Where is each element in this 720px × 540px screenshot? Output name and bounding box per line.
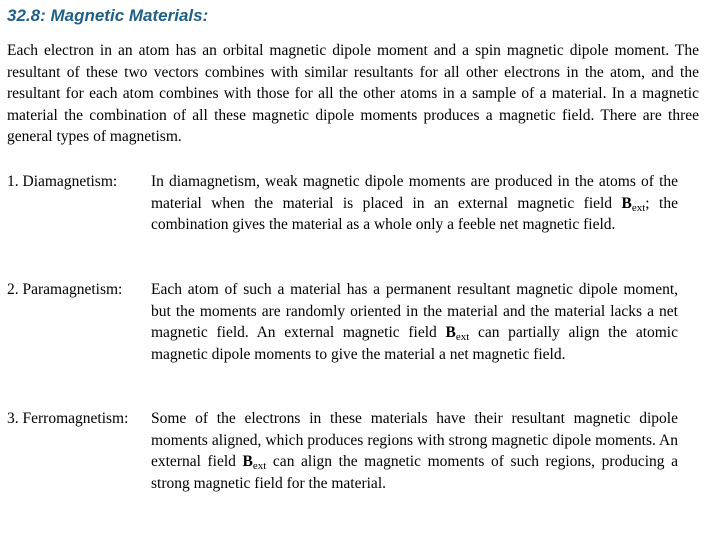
description-text: In diamagnetism, weak magnetic dipole moments are produced in the atoms of the material when the material is placed in an external magnetic field [151, 173, 678, 212]
field-subscript: ext [631, 201, 646, 214]
description-text: ; the combination gives the material as a whole only a feeble net magnetic field. [151, 194, 678, 234]
field-subscript: ext [455, 331, 470, 344]
magnetism-type-label: 3. Ferromagnetism: [7, 410, 129, 427]
field-subscript: ext [252, 460, 267, 473]
magnetism-type-diamagnetism [7, 171, 699, 236]
magnetism-type-description [151, 408, 678, 494]
magnetism-type-label: 1. Diamagnetism: [7, 173, 118, 190]
field-symbol: B [445, 324, 456, 342]
description-text: Some of the electrons in these materials have their resultant magnetic dipole moments aligned, which produces regions with strong magnetic dipole moments. An external field [151, 410, 678, 471]
page-title: 32.8: Magnetic Materials: [7, 6, 209, 25]
field-symbol: B [621, 194, 632, 212]
magnetism-type-paramagnetism [7, 279, 699, 365]
magnetism-type-label: 2. Paramagnetism: [7, 281, 123, 298]
intro-paragraph: Each electron in an atom has an orbital magnetic dipole moment and a spin magnetic dipole moment. The resultant of these two vectors combines with similar resultants for all other electrons in the atom, and the resultant for each atom combines with those for all the other atoms in a sample of a material. In a magnetic material the combination of all these magnetic dipole moments produces a magnetic field. There are three general types of magnetism. [7, 42, 699, 146]
description-text: Each atom of such a material has a permanent resultant magnetic dipole moment, but the moments are randomly oriented in the material and the material lacks a net magnetic field. An external magnetic field [151, 281, 678, 342]
field-symbol: B [242, 453, 253, 471]
magnetism-type-description [151, 171, 678, 236]
magnetism-type-description [151, 279, 678, 365]
description-text: can partially align the atomic magnetic dipole moments to give the material a net magnetic field. [151, 324, 678, 363]
magnetism-type-ferromagnetism [7, 408, 699, 494]
description-text: can align the magnetic moments of such regions, producing a strong magnetic field for the material. [151, 453, 678, 492]
